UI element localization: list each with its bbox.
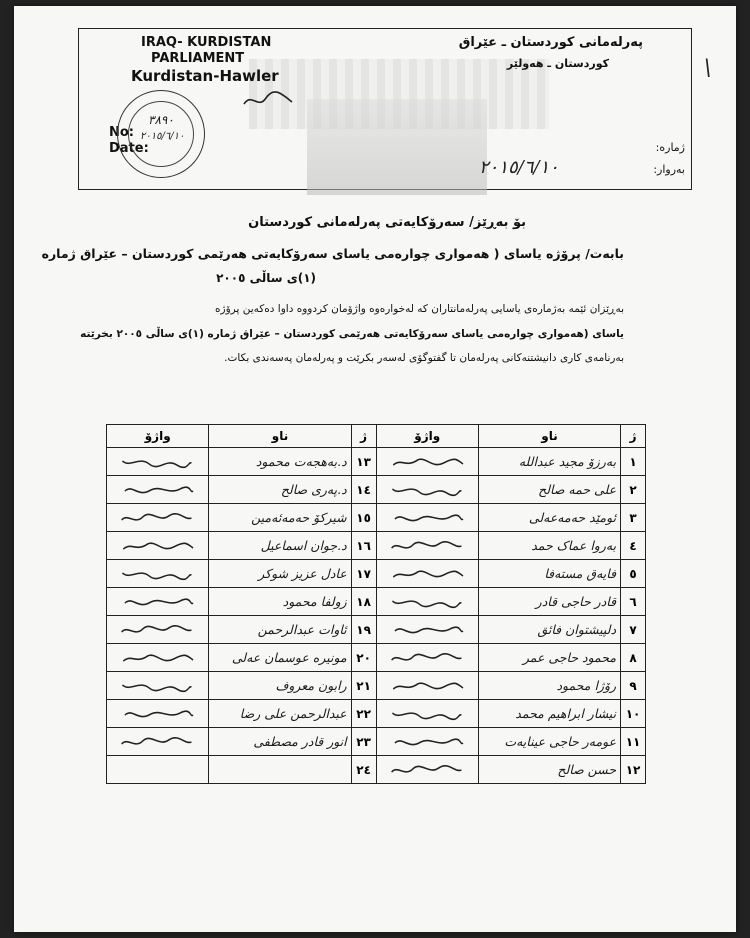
signature-cell: [107, 644, 209, 672]
member-name-text: بەروا عماک حمد: [531, 538, 617, 553]
table-row: [107, 728, 646, 756]
letter-recipient: بۆ بەڕێز/ سەرۆکایەتی پەرلەمانی کوردستان: [248, 215, 526, 230]
signature-cell: [107, 504, 209, 532]
member-name: [478, 700, 620, 728]
member-name: [209, 756, 351, 784]
row-number: ٢٠: [351, 644, 376, 672]
member-name-text: مونیرە عوسمان عەلی: [231, 650, 347, 665]
signature-scribble: [390, 651, 465, 665]
signature-cell: [376, 476, 478, 504]
letter-subject-line-1: بابەت/ پرۆژە یاسای ( هەمواری چوارەمی یاسای سەرۆکایەتی هەرێمی کوردستان – عێراق ژمارە: [41, 246, 624, 261]
signature-scribble: [390, 679, 465, 693]
signature-cell: [376, 644, 478, 672]
signature-scribble: [120, 539, 195, 553]
member-name: [209, 700, 351, 728]
signature-scribble: [390, 483, 465, 497]
signature-cell: [376, 616, 478, 644]
member-name-text: د.بەهجەت محمود: [255, 454, 347, 469]
row-number: ٦: [621, 588, 646, 616]
stamp-date: ٢٠١٥/٦/١٠: [140, 131, 185, 142]
signature-cell: [107, 476, 209, 504]
member-name: [209, 728, 351, 756]
signature-scribble: [120, 707, 195, 721]
row-number: ٩: [621, 672, 646, 700]
signature-cell: [107, 532, 209, 560]
member-name-text: زولفا محمود: [282, 594, 347, 609]
member-name-text: شیرکۆ حەمەئەمین: [251, 510, 347, 525]
signature-scribble: [390, 735, 465, 749]
no-label: No:: [109, 125, 135, 140]
row-number: ١٢: [621, 756, 646, 784]
signature-cell: [107, 700, 209, 728]
letter-subject-line-2: (١)ی ساڵی ٢٠٠٥: [216, 271, 316, 285]
ku-date-label: بەروار:: [653, 163, 685, 176]
member-name: [209, 672, 351, 700]
row-number: ٣: [621, 504, 646, 532]
member-name: [478, 728, 620, 756]
signature-cell: [376, 532, 478, 560]
signature-cell: [107, 560, 209, 588]
member-name-text: رابون معروف: [275, 678, 347, 693]
member-name: [478, 756, 620, 784]
row-number: ١٦: [351, 532, 376, 560]
member-name-text: د.جوان اسماعیل: [260, 538, 347, 553]
signature-scribble: [390, 511, 465, 525]
member-name-text: د.پەری صالح: [280, 482, 347, 497]
letter-paragraph-line-3: بەرنامەی کاری دانیشتنەکانی پەرلەمان تا گفتوگۆی لەسەر بکرێت و پەرلەمان پەسەندی بکات.: [224, 352, 624, 364]
member-name: [478, 560, 620, 588]
table-row: [107, 672, 646, 700]
member-name: [478, 672, 620, 700]
row-number: ٢٤: [351, 756, 376, 784]
member-name-text: بەرزۆ مجید عبدالله: [518, 454, 617, 469]
table-row: [107, 476, 646, 504]
member-name-text: قادر حاجی قادر: [535, 594, 617, 609]
stamp-number: ٣٨٩٠: [148, 113, 174, 127]
row-number: ٤: [621, 532, 646, 560]
member-name: [209, 616, 351, 644]
table-row: [107, 448, 646, 476]
row-number: ٢٣: [351, 728, 376, 756]
member-name: [209, 644, 351, 672]
member-name: [209, 532, 351, 560]
letterhead-ku-parliament: پەرلەمانی کوردستان ـ عێراق: [458, 35, 643, 50]
member-name-text: عومەر حاجی عینایەت: [504, 734, 617, 749]
letterhead-en-parliament: PARLIAMENT: [151, 51, 245, 66]
member-name: [209, 476, 351, 504]
ku-date-value: ٢٠١٥/٦/١٠: [479, 157, 559, 178]
member-name: [478, 616, 620, 644]
signature-scribble: [120, 623, 195, 637]
signature-scribble: [390, 623, 465, 637]
signature-scribble: [120, 595, 195, 609]
handwritten-initials: [242, 88, 294, 112]
col-name: ناو: [209, 425, 351, 448]
signature-cell: [107, 728, 209, 756]
table-row: [107, 644, 646, 672]
member-name: [209, 504, 351, 532]
signature-table: [106, 424, 646, 784]
member-name: [478, 476, 620, 504]
date-label: Date:: [109, 141, 149, 156]
col-signature: واژۆ: [376, 425, 478, 448]
letterhead-en-city: Kurdistan-Hawler: [131, 67, 279, 85]
table-row: [107, 532, 646, 560]
signature-scribble: [390, 707, 465, 721]
member-name-text: ئومێد حەمەعەلی: [528, 510, 617, 525]
row-number: ٧: [621, 616, 646, 644]
member-name-text: فایەق مستەفا: [544, 566, 617, 581]
signature-cell: [107, 588, 209, 616]
row-number: ١٨: [351, 588, 376, 616]
letter-paragraph-line-2: یاسای (هەمواری چوارەمی یاسای سەرۆکایەتی هەرێمی کوردستان – عێراق ژمارە (١)ی ساڵی ٢٠٠٥ بخرێتە: [80, 328, 624, 340]
member-name: [478, 504, 620, 532]
signature-table-header: [107, 425, 646, 448]
row-number: ١: [621, 448, 646, 476]
table-row: [107, 504, 646, 532]
row-number: ١٥: [351, 504, 376, 532]
signature-cell: [376, 448, 478, 476]
letter-paragraph-line-1: بەڕێزان ئێمە بەژمارەی یاسایی پەرلەمانتاران کە لەخوارەوە واژۆمان کردووە داوا دەکەین پرۆژە: [215, 303, 624, 315]
col-number: ژ: [351, 425, 376, 448]
table-row: [107, 700, 646, 728]
member-name-text: عبدالرحمن علی رضا: [239, 706, 347, 721]
signature-cell: [107, 616, 209, 644]
signature-scribble: [120, 735, 195, 749]
signature-scribble: [390, 595, 465, 609]
signature-cell: [376, 700, 478, 728]
member-name-text: انور قادر مصطفی: [253, 734, 347, 749]
member-name-text: رۆژا محمود: [556, 678, 617, 693]
parliament-entrance-image: [307, 99, 487, 195]
signature-scribble: [390, 567, 465, 581]
row-number: ٢١: [351, 672, 376, 700]
signature-scribble: [120, 679, 195, 693]
letterhead-ku-city: کوردستان ـ هەولێر: [506, 57, 609, 70]
letterhead-en-country: IRAQ- KURDISTAN: [141, 35, 272, 50]
col-name: ناو: [478, 425, 620, 448]
signature-scribble: [390, 763, 465, 777]
member-name: [209, 588, 351, 616]
member-name-text: حسن صالح: [557, 762, 617, 777]
table-row: [107, 588, 646, 616]
document-sheet: [14, 6, 736, 932]
table-row: [107, 616, 646, 644]
row-number: ٢: [621, 476, 646, 504]
row-number: ١٩: [351, 616, 376, 644]
member-name-text: نیشار ابراهیم محمد: [515, 706, 617, 721]
member-name: [209, 448, 351, 476]
signature-scribble: [120, 567, 195, 581]
row-number: ٨: [621, 644, 646, 672]
signature-cell: [376, 728, 478, 756]
signature-cell: [376, 560, 478, 588]
signature-cell: [376, 588, 478, 616]
signature-scribble: [120, 455, 195, 469]
signature-scribble: [120, 651, 195, 665]
col-number: ژ: [621, 425, 646, 448]
row-number: ٥: [621, 560, 646, 588]
signature-scribble: [120, 511, 195, 525]
row-number: ١٠: [621, 700, 646, 728]
corner-mark: \: [704, 56, 712, 81]
member-name: [478, 588, 620, 616]
member-name-text: محمود حاجی عمر: [522, 650, 617, 665]
row-number: ١٣: [351, 448, 376, 476]
table-row: [107, 756, 646, 784]
member-name-text: دلپیشتوان فائق: [537, 622, 617, 637]
member-name-text: ئاوات عبدالرحمن: [257, 622, 347, 637]
signature-cell: [107, 756, 209, 784]
signature-cell: [107, 448, 209, 476]
signature-cell: [376, 504, 478, 532]
table-row: [107, 560, 646, 588]
row-number: ٢٢: [351, 700, 376, 728]
member-name: [478, 532, 620, 560]
signature-scribble: [390, 539, 465, 553]
signature-cell: [376, 672, 478, 700]
ku-number-label: ژمارە:: [655, 141, 685, 154]
member-name: [478, 644, 620, 672]
member-name-text: عادل عزیز شوکر: [258, 566, 347, 581]
signature-cell: [107, 672, 209, 700]
member-name-text: علی حمە صالح: [538, 482, 617, 497]
row-number: ١٤: [351, 476, 376, 504]
signature-scribble: [390, 455, 465, 469]
incoming-stamp: [117, 90, 205, 178]
signature-scribble: [120, 483, 195, 497]
row-number: ١١: [621, 728, 646, 756]
signature-cell: [376, 756, 478, 784]
row-number: ١٧: [351, 560, 376, 588]
member-name: [209, 560, 351, 588]
col-signature: واژۆ: [107, 425, 209, 448]
member-name: [478, 448, 620, 476]
